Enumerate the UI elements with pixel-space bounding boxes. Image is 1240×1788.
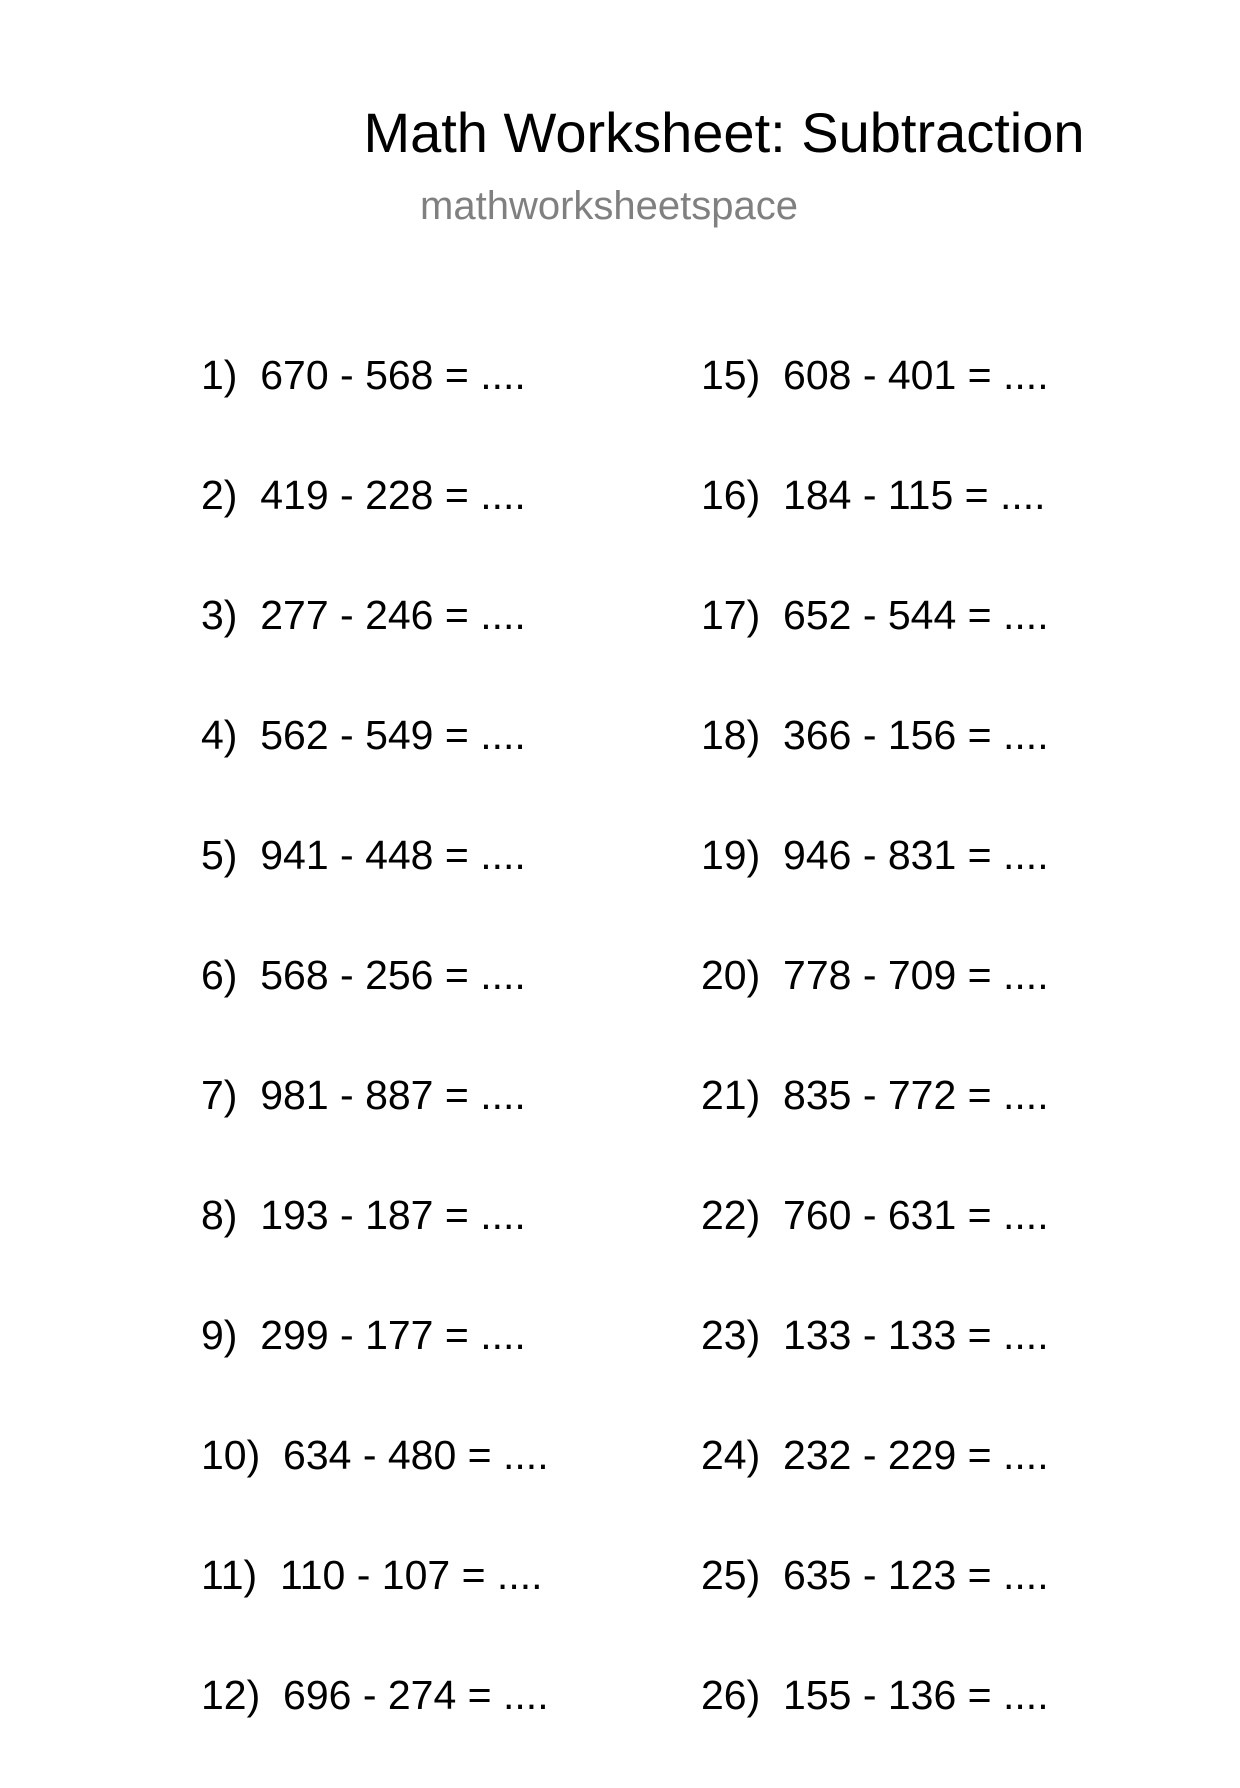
problem-24: 24) 232 - 229 = .... bbox=[701, 1432, 1049, 1478]
problem-18: 18) 366 - 156 = .... bbox=[701, 712, 1049, 758]
problem-1: 1) 670 - 568 = .... bbox=[201, 352, 526, 398]
problem-16: 16) 184 - 115 = .... bbox=[701, 472, 1046, 518]
problem-column-left bbox=[201, 348, 701, 1788]
problem-25: 25) 635 - 123 = .... bbox=[701, 1552, 1049, 1598]
problem-4: 4) 562 - 549 = .... bbox=[201, 712, 526, 758]
page-title bbox=[0, 98, 1240, 168]
problem-3: 3) 277 - 246 = .... bbox=[201, 592, 526, 638]
problem-20: 20) 778 - 709 = .... bbox=[701, 952, 1049, 998]
problem-column-right bbox=[701, 348, 1201, 1788]
problem-6: 6) 568 - 256 = .... bbox=[201, 952, 526, 998]
problem-9: 9) 299 - 177 = .... bbox=[201, 1312, 526, 1358]
problem-21: 21) 835 - 772 = .... bbox=[701, 1072, 1049, 1118]
problem-12: 12) 696 - 274 = .... bbox=[201, 1672, 549, 1718]
page-title-text: Math Worksheet: Subtraction bbox=[363, 101, 1085, 164]
problem-5: 5) 941 - 448 = .... bbox=[201, 832, 526, 878]
problem-17: 17) 652 - 544 = .... bbox=[701, 592, 1049, 638]
problem-11: 11) 110 - 107 = .... bbox=[201, 1552, 543, 1598]
problem-8: 8) 193 - 187 = .... bbox=[201, 1192, 526, 1238]
problem-19: 19) 946 - 831 = .... bbox=[701, 832, 1049, 878]
problem-2: 2) 419 - 228 = .... bbox=[201, 472, 526, 518]
problem-15: 15) 608 - 401 = .... bbox=[701, 352, 1049, 398]
problem-10: 10) 634 - 480 = .... bbox=[201, 1432, 549, 1478]
problem-26: 26) 155 - 136 = .... bbox=[701, 1672, 1049, 1718]
problem-22: 22) 760 - 631 = .... bbox=[701, 1192, 1049, 1238]
problem-23: 23) 133 - 133 = .... bbox=[701, 1312, 1049, 1358]
page-subtitle bbox=[0, 182, 1240, 230]
problem-7: 7) 981 - 887 = .... bbox=[201, 1072, 526, 1118]
page-subtitle-text: mathworksheetspace bbox=[420, 184, 798, 228]
